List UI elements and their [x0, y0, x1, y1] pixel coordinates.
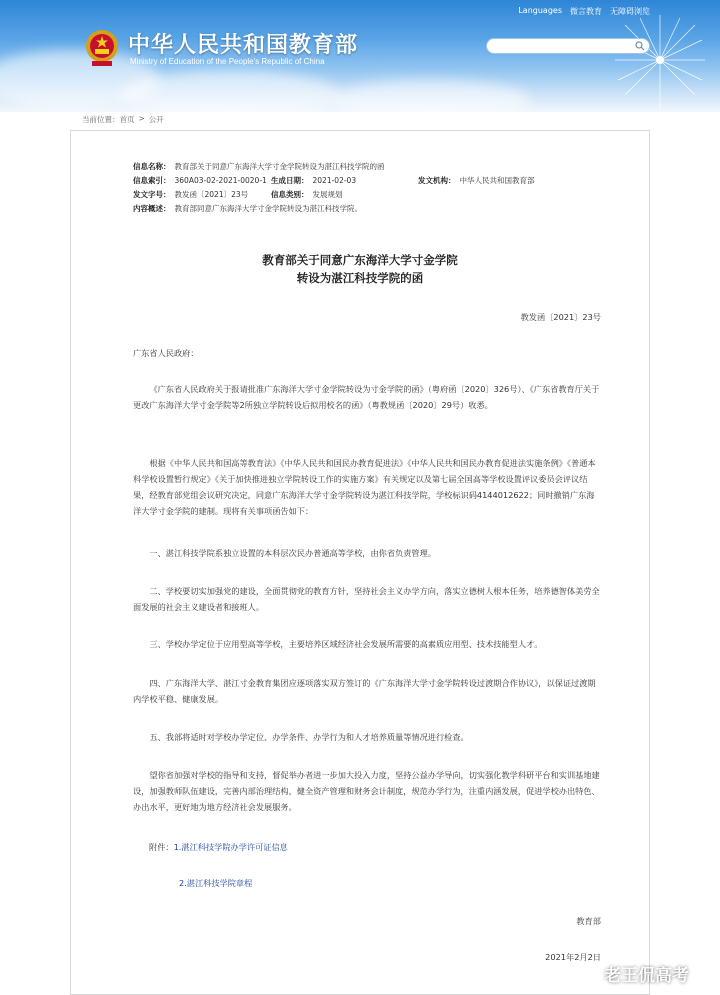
search-input[interactable] — [486, 38, 650, 54]
document-title-line1: 教育部关于同意广东海洋大学寸金学院 — [262, 253, 458, 267]
meta-name: 信息名称： 教育部关于同意广东海洋大学寸金学院转设为湛江科技学院的函 — [133, 162, 385, 171]
signing-date: 2021年2月2日 — [545, 952, 601, 962]
meta-doc-no: 发文字号： 教发函〔2021〕23号 — [133, 190, 249, 199]
attachment-2-link[interactable]: 2.湛江科技学院章程 — [179, 878, 253, 888]
top-links — [518, 6, 650, 17]
languages-link[interactable]: Languages — [518, 6, 562, 15]
cloud-decoration — [330, 80, 530, 112]
meta-index: 信息索引： 360A03-02-2021-0020-1 — [133, 176, 267, 185]
breadcrumb-home[interactable]: 当前位置：首页 — [82, 115, 135, 124]
breadcrumb-current[interactable]: 公开 — [148, 115, 164, 124]
national-emblem-icon — [84, 28, 120, 68]
search-icon[interactable] — [635, 41, 645, 51]
dandelion-icon — [610, 10, 710, 110]
signer: 教育部 — [576, 916, 601, 926]
item-5: 五、我部将适时对学校办学定位、办学条件、办学行为和人才培养质量等情况进行检查。 — [149, 732, 469, 742]
item-3: 三、学校办学定位于应用型高等学校，主要培养区域经济社会发展所需要的高素质应用型、技术技能型人才。 — [149, 639, 543, 649]
item-4: 四、广东海洋大学、湛江寸金教育集团应逐项落实双方签订的《广东海洋大学寸金学院转设过渡期合作协议》，以保证过渡期内学校平稳、健康发展。 — [133, 678, 596, 704]
document-frame — [70, 130, 650, 995]
meta-summary: 内容概述： 教育部同意广东海洋大学寸金学院转设为湛江科技学院。 — [133, 204, 362, 213]
item-1: 一、湛江科技学院系独立设置的本科层次民办普通高等学校，由你省负责管理。 — [149, 548, 436, 558]
paragraph-1: 《广东省人民政府关于报请批准广东海洋大学寸金学院转设为寸金学院的函》（粤府函〔2020〕326号）、《广东省教育厅关于更改广东海洋大学寸金学院等2所独立学院转设后拟用校名的函》（粤教规函〔2020〕29号）收悉。 — [133, 384, 600, 410]
document-number: 教发函〔2021〕23号 — [520, 312, 601, 322]
item-2: 二、学校要切实加强党的建设，全面贯彻党的教育方针，坚持社会主义办学方向，落实立德树人根本任务，培养德智体美劳全面发展的社会主义建设者和接班人。 — [133, 586, 600, 612]
document-title-line2: 转设为湛江科技学院的函 — [296, 271, 424, 285]
breadcrumb — [82, 114, 164, 125]
attachment-label: 附件： — [149, 842, 174, 852]
weiyan-link[interactable]: 微言教育 — [570, 7, 602, 16]
meta-category: 信息类别： 发展规划 — [271, 190, 343, 199]
watermark-text: 老王侃高考 — [604, 966, 689, 986]
site-title[interactable]: 中华人民共和国教育部 — [128, 33, 359, 58]
attachment-1-link[interactable]: 1.湛江科技学院办学许可证信息 — [173, 842, 288, 852]
salutation: 广东省人民政府： — [133, 348, 199, 358]
paragraph-3: 望你省加强对学校的指导和支持，督促举办者进一步加大投入力度，坚持公益办学导向，切实强化教学科研平台和实训基地建设，加强教师队伍建设，完善内部治理结构，健全资产管理和财务会计制度，规范办学行为，注重内涵发展，促进学校办出特色、办出水平，更好地为地方经济社会发展服务。 — [133, 770, 600, 812]
site-header — [0, 0, 720, 112]
meta-date: 生成日期： 2021-02-03 — [271, 176, 357, 185]
breadcrumb-separator: > — [138, 114, 145, 123]
site-subtitle: Ministry of Education of the People's Republic of China — [130, 57, 325, 66]
attachment-1-row — [133, 839, 601, 855]
paragraph-2: 根据《中华人民共和国高等教育法》《中华人民共和国民办教育促进法》《中华人民共和国民办教育促进法实施条例》《普通本科学校设置暂行规定》《关于加快推进独立学院转设工作的实施方案》有关规定以及第七届全国高等学校设置评议委员会评议结果，经教育部党组会议研究决定，同意广东海洋大学寸金学院转设为湛江科技学院，学校标识码4144012622；同时撤销广东海洋大学寸金学院的建制。现将有关事项函告如下： — [133, 458, 596, 516]
cloud-decoration — [120, 70, 340, 112]
accessibility-link[interactable]: 无障碍浏览 — [610, 7, 650, 16]
meta-issuer: 发文机构： 中华人民共和国教育部 — [418, 176, 535, 185]
document-title — [71, 251, 649, 287]
attachment-2-row — [133, 875, 601, 891]
